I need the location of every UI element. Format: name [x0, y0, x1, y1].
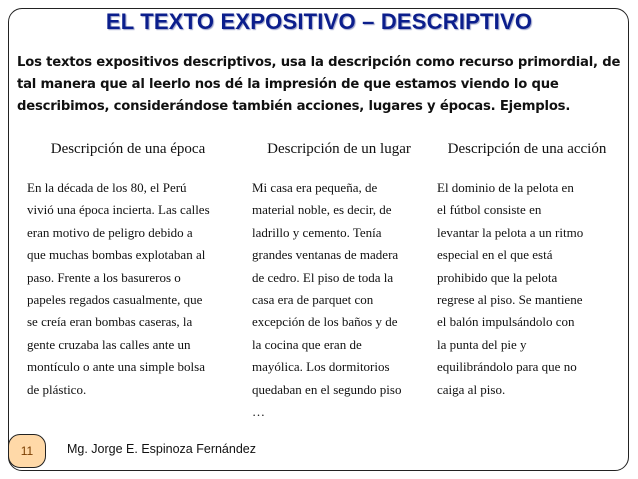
column-heading-lugar: Descripción de un lugar: [267, 141, 411, 157]
column-heading-accion: Descripción de una acción: [447, 141, 607, 157]
column-text-epoca: En la década de los 80, el Perú vivió una época incierta. Las calles eran motivo de peligro debido a que muchas bombas explotaban al paso. Frente a los basureros o papeles regados casualmente, que se creía eran bombas caseras, la gente cruzaba las calles ante un montículo o ante una simple bolsa de plástico.: [27, 180, 210, 397]
page-number-badge: 11: [8, 434, 46, 468]
column-text-lugar: Mi casa era pequeña, de material noble, es decir, de ladrillo y cemento. Tenía grandes ventanas de madera de cedro. El piso de toda la casa era de parquet con excepción de los baños y de la cocina que eran de mayólica. Los dormitorios quedaban en el segundo piso …: [252, 180, 402, 420]
author-footer: Mg. Jorge E. Espinoza Fernández: [67, 442, 256, 456]
slide-title: EL TEXTO EXPOSITIVO – DESCRIPTIVO: [105, 9, 533, 34]
intro-paragraph: Los textos expositivos descriptivos, usa la descripción como recurso primordial, de tal manera que al leerlo nos dé la impresión de que estamos viendo lo que describimos, considerándose también acciones, lugares y épocas. Ejemplos.: [17, 55, 621, 114]
column-heading-epoca: Descripción de una época: [50, 141, 206, 157]
column-text-accion: El dominio de la pelota en el fútbol consiste en levantar la pelota a un ritmo especial en el que está prohibido que la pelota regrese al piso. Se mantiene el balón impulsándolo con la punta del pie y equilibrándolo para que no caiga al piso.: [437, 180, 584, 397]
